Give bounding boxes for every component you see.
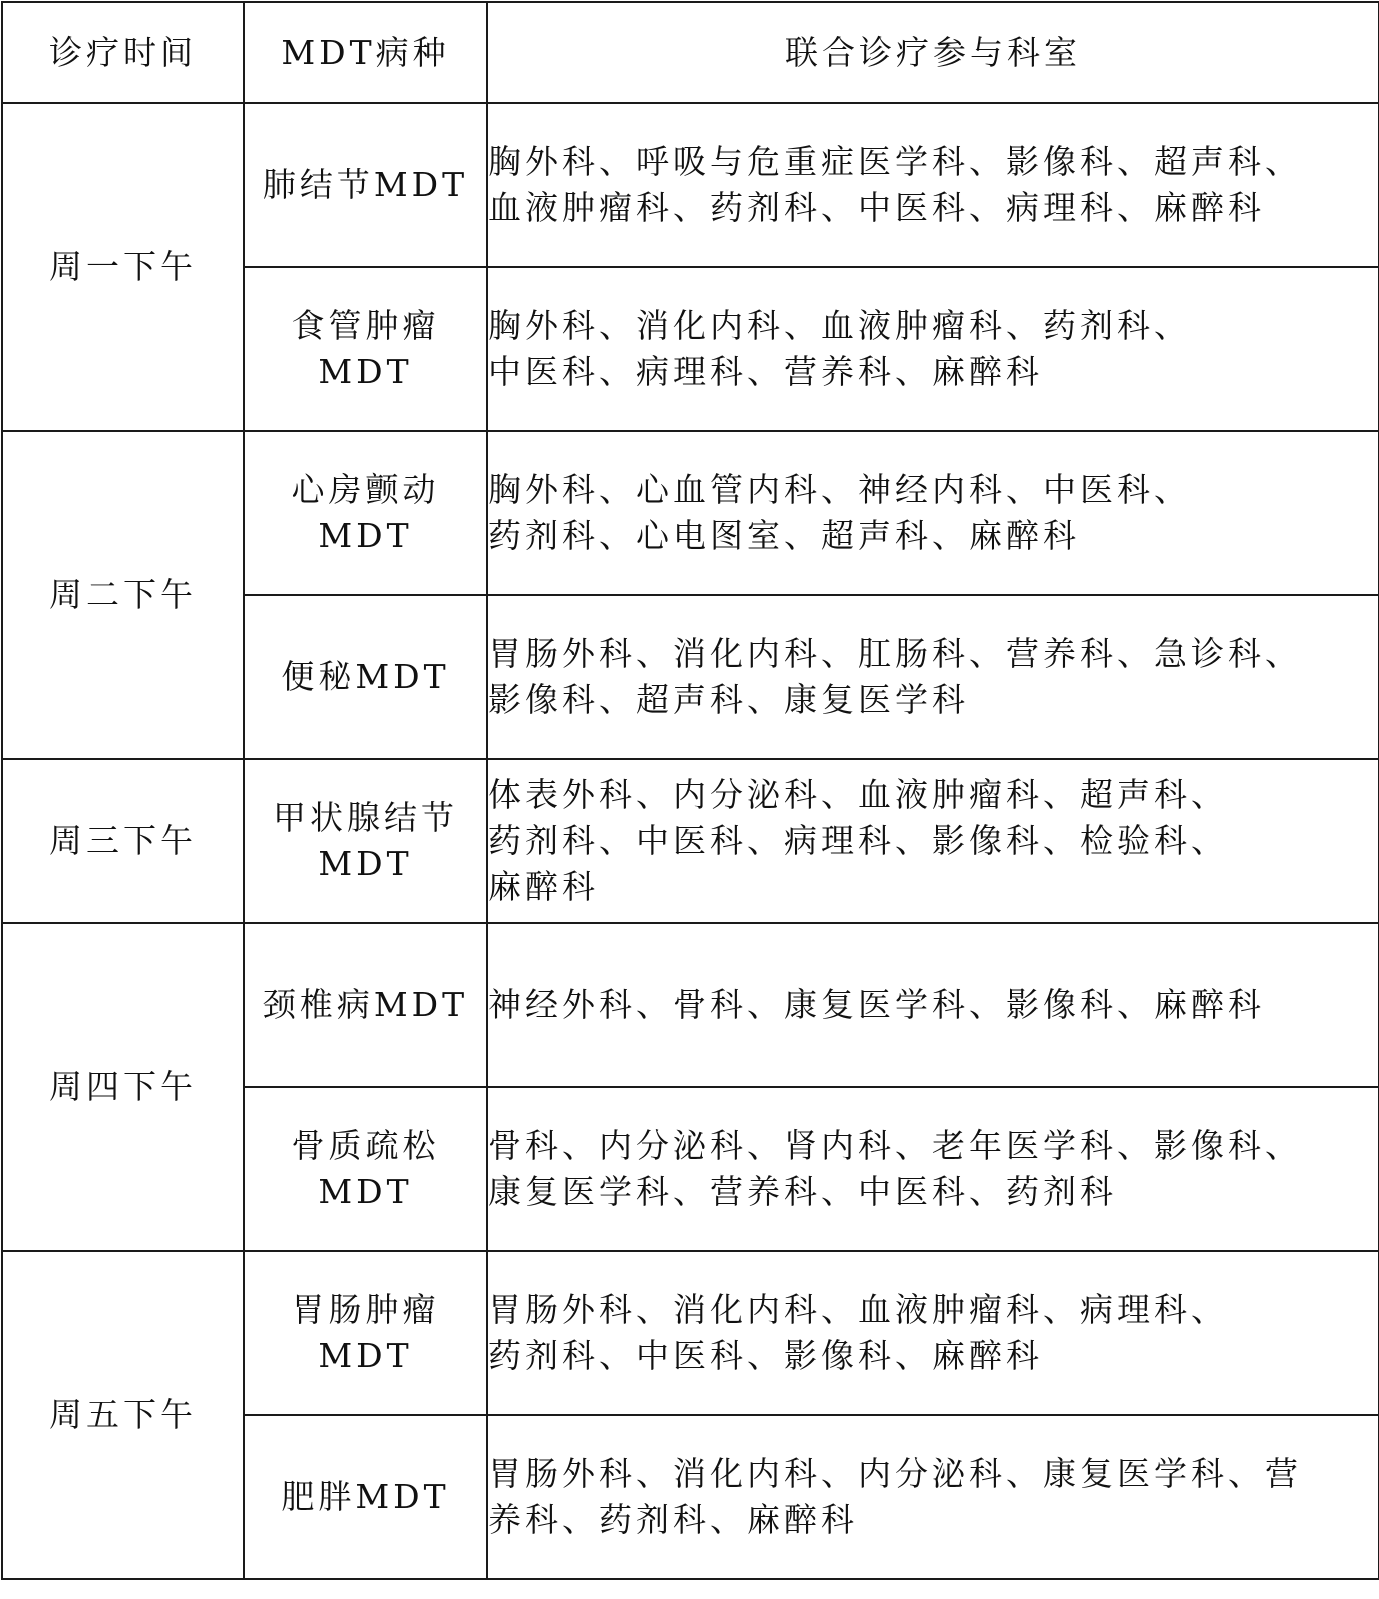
departments-line: 胸外科、呼吸与危重症医学科、影像科、超声科、 — [488, 142, 1302, 181]
mdt-schedule-table — [1, 1, 1379, 1580]
departments-cell — [487, 103, 1379, 267]
departments-line: 血液肿瘤科、药剂科、中医科、病理科、麻醉科 — [488, 188, 1265, 227]
departments-line: 麻醉科 — [488, 867, 599, 906]
departments-line: 中医科、病理科、营养科、麻醉科 — [488, 352, 1043, 391]
departments-cell — [487, 267, 1379, 431]
departments-line: 体表外科、内分泌科、血液肿瘤科、超声科、 — [488, 775, 1228, 814]
day-cell: 周三下午 — [2, 759, 244, 923]
disease-cell: 食管肿瘤MDT — [244, 267, 487, 431]
departments-line: 影像科、超声科、康复医学科 — [488, 680, 969, 719]
departments-cell — [487, 1087, 1379, 1251]
departments-cell — [487, 595, 1379, 759]
departments-cell — [487, 759, 1379, 923]
table-row — [2, 759, 1379, 923]
header-departments: 联合诊疗参与科室 — [487, 2, 1379, 103]
departments-line: 药剂科、中医科、病理科、影像科、检验科、 — [488, 821, 1228, 860]
disease-cell — [244, 759, 487, 923]
header-time: 诊疗时间 — [2, 2, 244, 103]
table-row — [2, 431, 1379, 595]
disease-cell: 肥胖MDT — [244, 1415, 487, 1579]
departments-line: 胃肠外科、消化内科、血液肿瘤科、病理科、 — [488, 1290, 1228, 1329]
disease-cell: 骨质疏松MDT — [244, 1087, 487, 1251]
day-cell: 周四下午 — [2, 923, 244, 1251]
departments-line: 骨科、内分泌科、肾内科、老年医学科、影像科、 — [488, 1126, 1302, 1165]
departments-line: 胃肠外科、消化内科、内分泌科、康复医学科、营 — [488, 1454, 1302, 1493]
departments-line: 康复医学科、营养科、中医科、药剂科 — [488, 1172, 1117, 1211]
disease-cell: 心房颤动MDT — [244, 431, 487, 595]
table-header-row — [2, 2, 1379, 103]
day-cell: 周二下午 — [2, 431, 244, 759]
departments-line: 胸外科、心血管内科、神经内科、中医科、 — [488, 470, 1191, 509]
departments-line: 胃肠外科、消化内科、肛肠科、营养科、急诊科、 — [488, 634, 1302, 673]
header-disease: MDT病种 — [244, 2, 487, 103]
disease-cell: 肺结节MDT — [244, 103, 487, 267]
table-row — [2, 1251, 1379, 1415]
departments-cell — [487, 923, 1379, 1087]
departments-cell — [487, 1251, 1379, 1415]
disease-cell: 便秘MDT — [244, 595, 487, 759]
departments-line: 神经外科、骨科、康复医学科、影像科、麻醉科 — [488, 985, 1265, 1024]
departments-line: 药剂科、中医科、影像科、麻醉科 — [488, 1336, 1043, 1375]
disease-cell: 颈椎病MDT — [244, 923, 487, 1087]
table-row — [2, 103, 1379, 267]
day-cell: 周一下午 — [2, 103, 244, 431]
table-row — [2, 923, 1379, 1087]
disease-line: MDT — [318, 844, 413, 883]
disease-cell: 胃肠肿瘤MDT — [244, 1251, 487, 1415]
departments-line: 胸外科、消化内科、血液肿瘤科、药剂科、 — [488, 306, 1191, 345]
departments-cell — [487, 1415, 1379, 1579]
departments-line: 药剂科、心电图室、超声科、麻醉科 — [488, 516, 1080, 555]
disease-line: 甲状腺结节 — [273, 798, 458, 837]
departments-cell — [487, 431, 1379, 595]
day-cell: 周五下午 — [2, 1251, 244, 1579]
departments-line: 养科、药剂科、麻醉科 — [488, 1500, 858, 1539]
